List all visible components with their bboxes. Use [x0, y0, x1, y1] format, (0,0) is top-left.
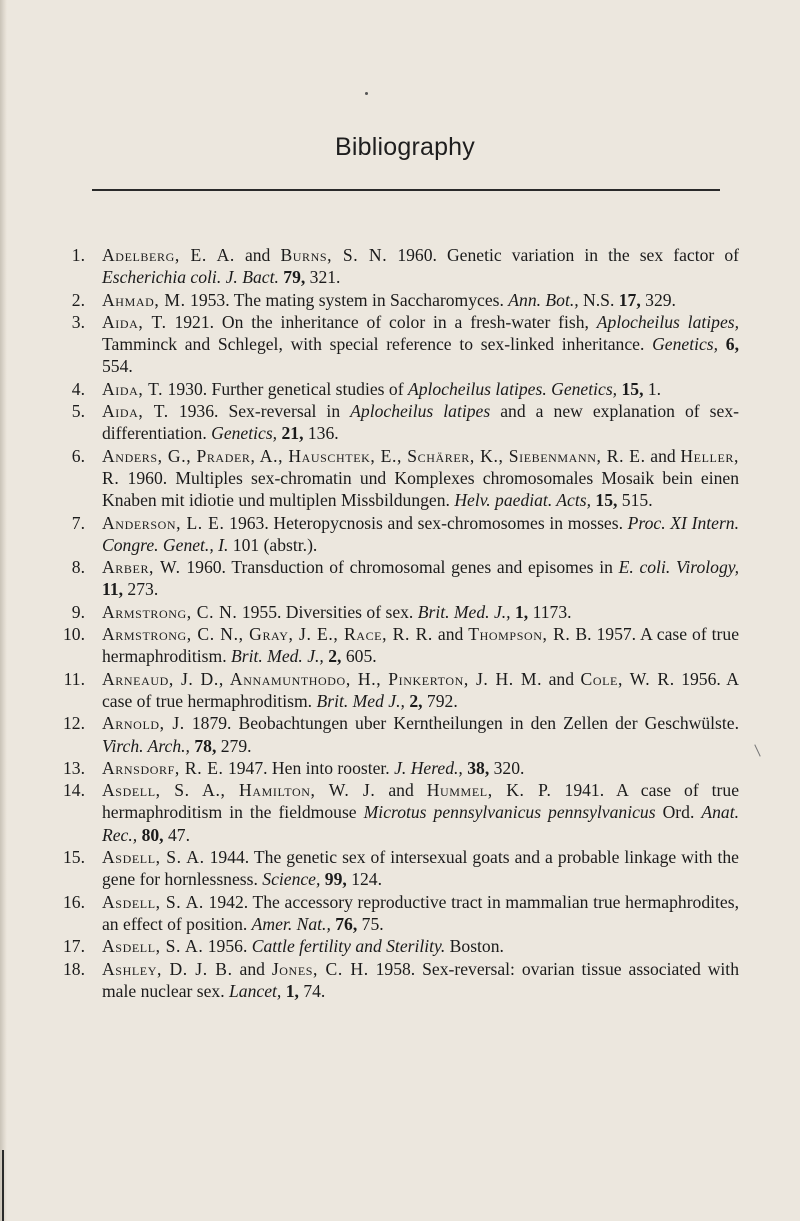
bibliography-entry: [49, 668, 739, 713]
entry-number: 18.: [63, 958, 85, 979]
bibliography-entry: [49, 958, 739, 1003]
entry-text: Asdell, S. A., Hamilton, W. J. and Hummel, K. P. 1941. A case of true hermaphroditism in the fieldmouse Microtus pennsylvanicus pennsylvanicus Ord. Anat. Rec., 80, 47.: [102, 780, 740, 845]
bibliography-entry: [49, 445, 739, 512]
bibliography-entry: [49, 891, 739, 936]
entry-text: Arnold, J. 1879. Beobachtungen uber Kerntheilungen in den Zellen der Geschwülste. Virch. Arch., 78, 279.: [102, 713, 739, 756]
entry-text: Anders, G., Prader, A., Hauschtek, E., Schärer, K., Siebenmann, R. E. and Heller, R. 1960. Multiples sex-chromatin und Komplexes chromosomales Mosaik bein einen Knaben mit idiotie und multiplen Missbildungen. Helv. paediat. Acts, 15, 515.: [102, 445, 739, 511]
entry-number: 9.: [71, 601, 85, 622]
bibliography-entry: [49, 712, 739, 757]
entry-number: 8.: [71, 557, 85, 578]
entry-text: Asdell, S. A. 1956. Cattle fertility and Sterility. Boston.: [102, 936, 504, 957]
entry-number: 15.: [63, 847, 85, 868]
entry-text: Aida, T. 1930. Further genetical studies of Aplocheilus latipes. Genetics, 15, 1.: [102, 378, 662, 399]
print-mark: [754, 744, 760, 756]
print-speck: [365, 92, 368, 95]
entry-number: 16.: [63, 891, 85, 912]
bibliography-entry: [49, 556, 739, 601]
title-rule: [92, 189, 720, 191]
bibliography-entry: [49, 757, 739, 779]
bibliography-entry: [49, 311, 739, 378]
bibliography-entry: [49, 400, 739, 445]
entry-number: 4.: [71, 378, 85, 399]
entry-number: 2.: [71, 289, 85, 310]
page-title: Bibliography: [335, 133, 475, 161]
entry-text: Ashley, D. J. B. and Jones, C. H. 1958. Sex-reversal: ovarian tissue associated with male nuclear sex. Lancet, 1, 74.: [102, 958, 739, 1001]
bibliography-list: [49, 244, 739, 1002]
entry-text: Arber, W. 1960. Transduction of chromosomal genes and episomes in E. coli. Virology, 11, 273.: [102, 557, 739, 600]
entry-text: Armstrong, C. N., Gray, J. E., Race, R. R. and Thompson, R. B. 1957. A case of true hermaphroditism. Brit. Med. J., 2, 605.: [102, 624, 740, 667]
entry-text: Arnsdorf, R. E. 1947. Hen into rooster. J. Hered., 38, 320.: [102, 757, 525, 778]
entry-text: Asdell, S. A. 1944. The genetic sex of intersexual goats and a probable linkage with the gene for hornlessness. Science, 99, 124.: [102, 847, 739, 890]
entry-text: Aida, T. 1921. On the inheritance of color in a fresh-water fish, Aplocheilus latipes, Tamminck and Schlegel, with special reference to sex-linked inheritance. Genetics, 6, 554.: [102, 311, 739, 377]
entry-number: 14.: [63, 780, 85, 801]
entry-number: 3.: [71, 311, 85, 332]
bibliography-entry: [49, 289, 739, 311]
entry-number: 7.: [71, 512, 85, 533]
entry-number: 5.: [71, 401, 85, 422]
binding-edge-mark: [2, 1150, 4, 1221]
entry-text: Adelberg, E. A. and Burns, S. N. 1960. Genetic variation in the sex factor of Escherichia coli. J. Bact. 79, 321.: [102, 245, 739, 288]
entry-text: Ahmad, M. 1953. The mating system in Saccharomyces. Ann. Bot., N.S. 17, 329.: [102, 289, 676, 310]
bibliography-entry: [49, 779, 739, 846]
bibliography-entry: [49, 601, 739, 623]
entry-number: 12.: [63, 713, 85, 734]
entry-text: Arneaud, J. D., Annamunthodo, H., Pinkerton, J. H. M. and Cole, W. R. 1956. A case of true hermaphroditism. Brit. Med J., 2, 792.: [102, 668, 740, 711]
entry-text: Asdell, S. A. 1942. The accessory reproductive tract in mammalian true hermaphrodites, an effect of position. Amer. Nat., 76, 75.: [102, 891, 739, 934]
entry-text: Armstrong, C. N. 1955. Diversities of sex. Brit. Med. J., 1, 1173.: [102, 601, 572, 622]
entry-text: Aida, T. 1936. Sex-reversal in Aplocheilus latipes and a new explanation of sex-differentiation. Genetics, 21, 136.: [102, 401, 739, 444]
entry-text: Anderson, L. E. 1963. Heteropycnosis and sex-chromosomes in mosses. Proc. XI Intern. Congre. Genet., I. 101 (abstr.).: [102, 512, 739, 555]
entry-number: 10.: [63, 624, 85, 645]
bibliography-entry: [49, 846, 739, 891]
entry-number: 6.: [71, 445, 85, 466]
bibliography-entry: [49, 623, 739, 668]
page-edge-shadow: [0, 0, 7, 1221]
entry-number: 17.: [63, 936, 85, 957]
entry-number: 11.: [63, 668, 85, 689]
entry-number: 1.: [71, 245, 85, 265]
bibliography-entry: [49, 378, 739, 400]
bibliography-entry: [49, 512, 739, 557]
bibliography-entry: [49, 935, 739, 957]
bibliography-entry: [49, 244, 739, 289]
entry-number: 13.: [63, 757, 85, 778]
